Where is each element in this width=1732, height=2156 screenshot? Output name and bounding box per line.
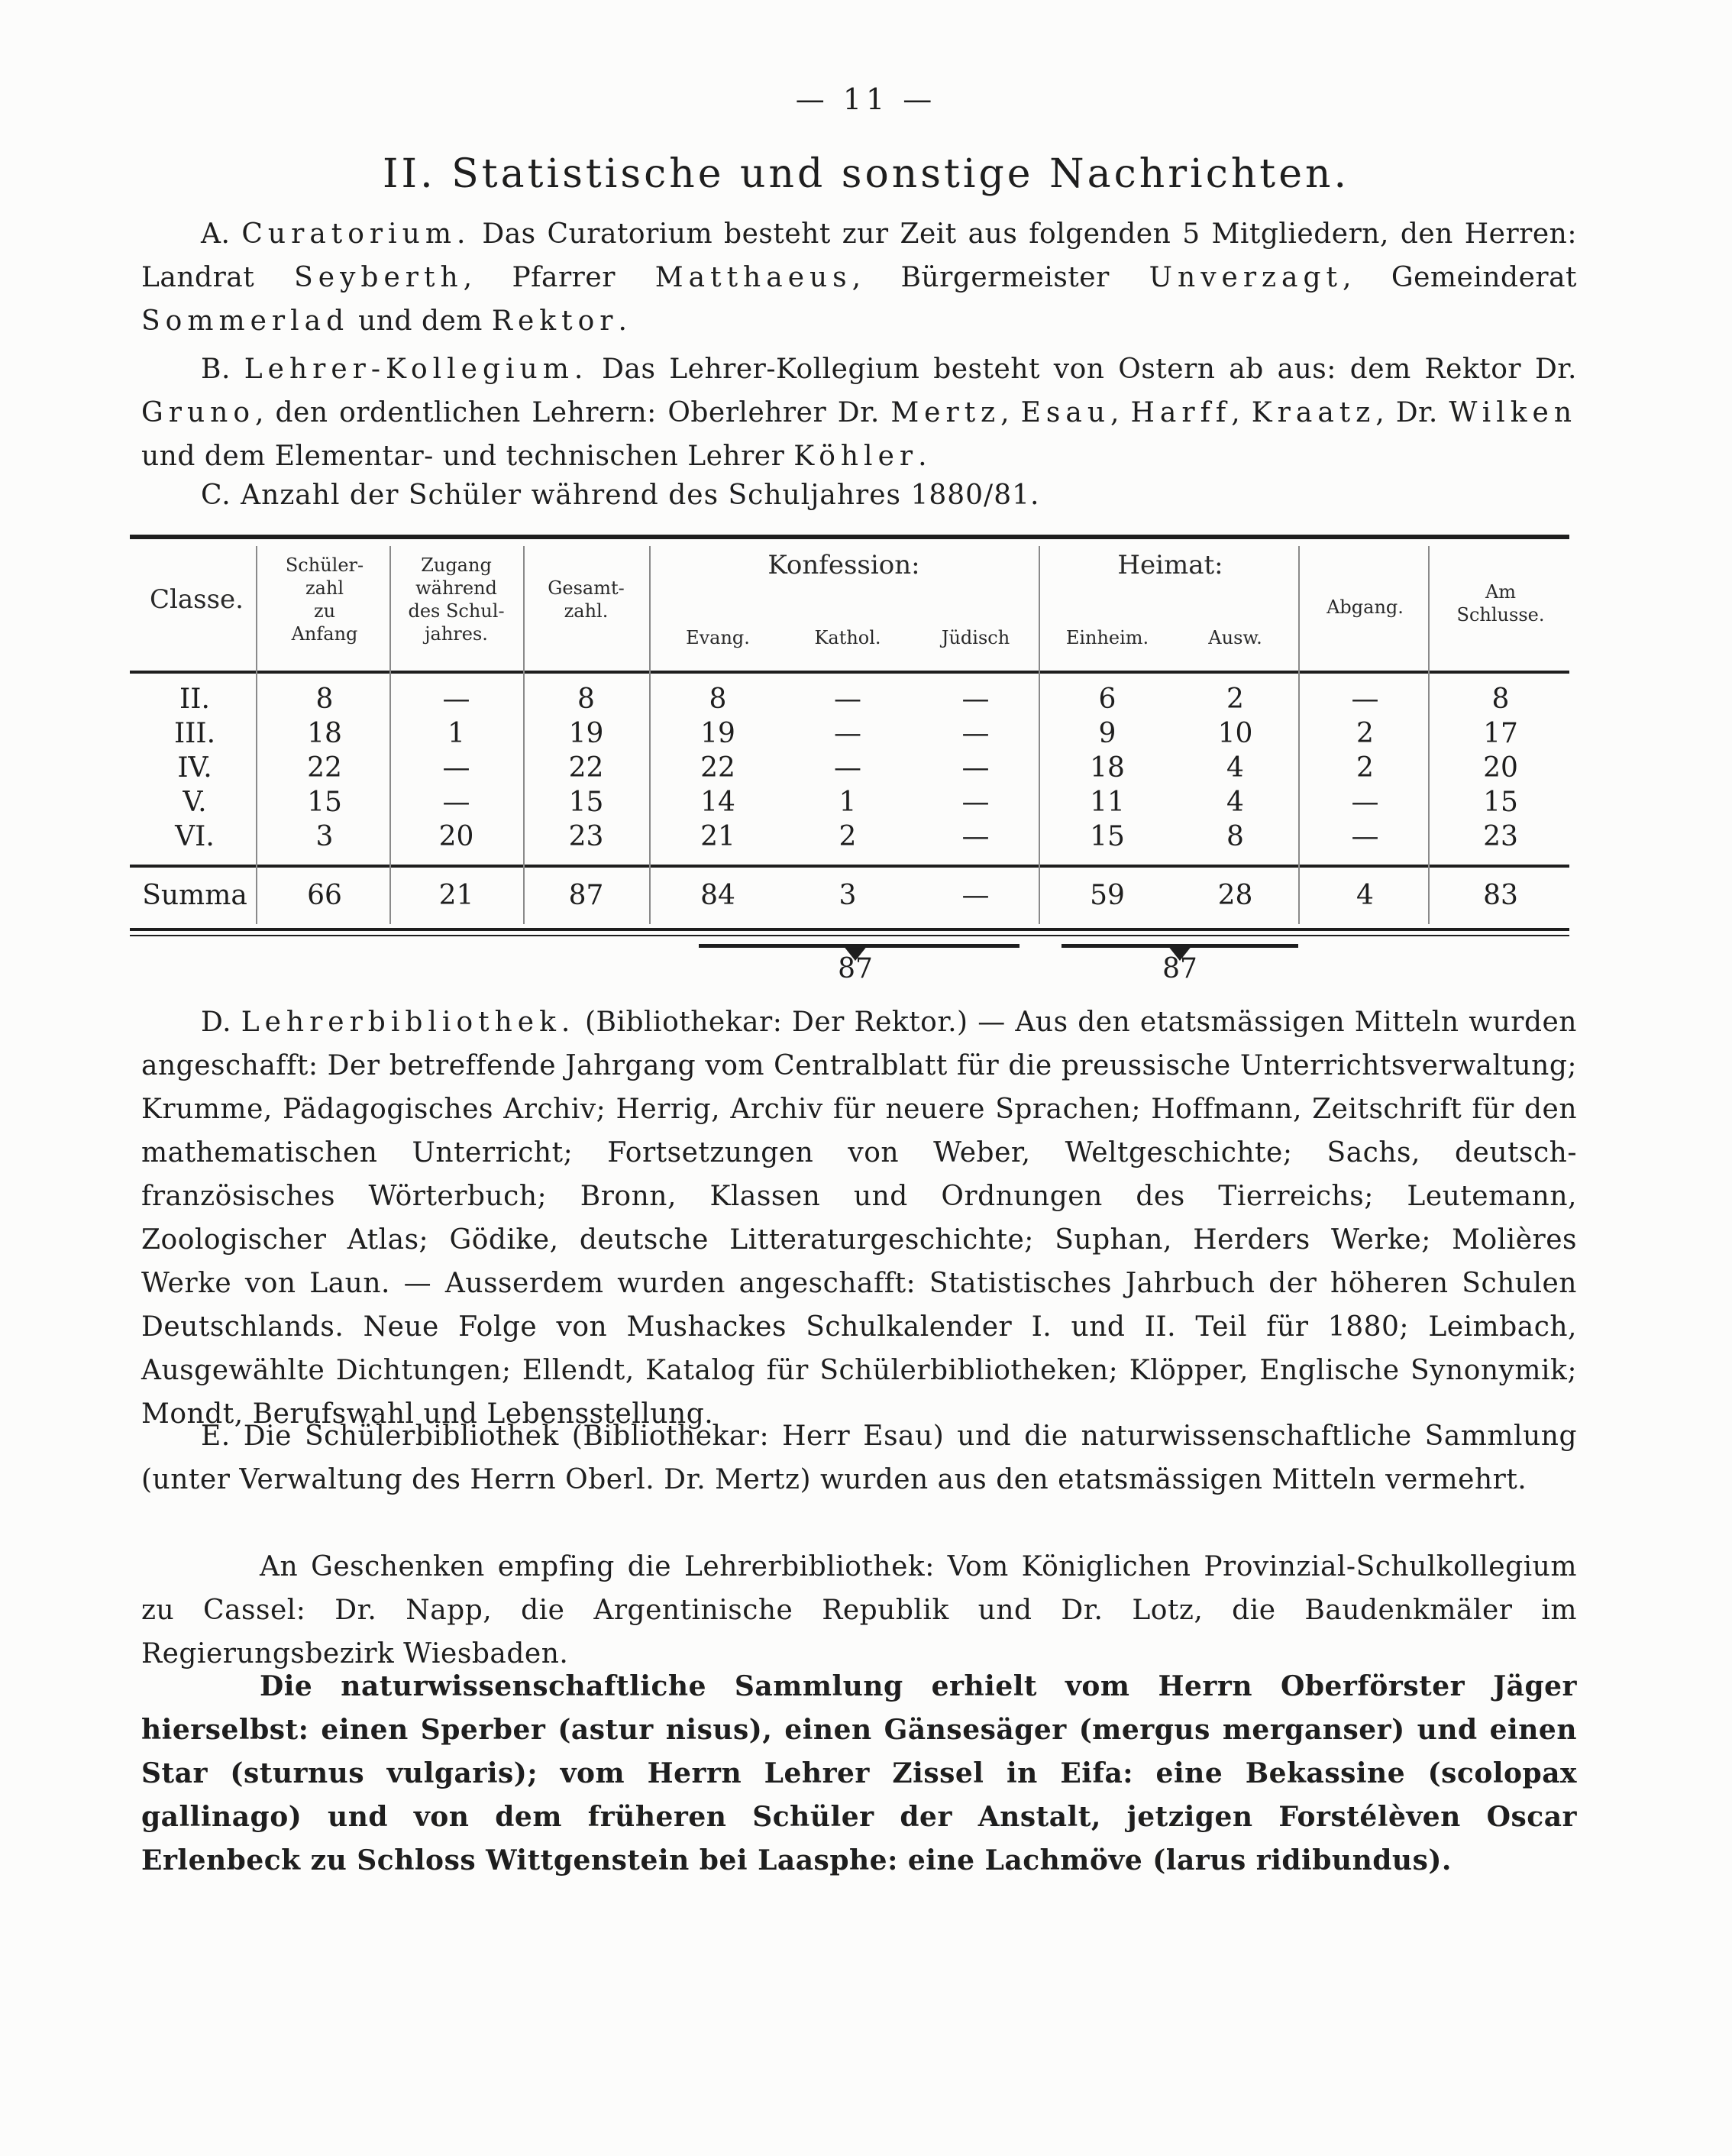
column-divider xyxy=(523,546,525,924)
page-number: — 11 — xyxy=(795,82,937,116)
table-sum-rule xyxy=(130,865,1569,868)
cell-gesamt: 19 xyxy=(568,718,604,749)
section-a-text: , Gemeinderat xyxy=(1343,262,1578,293)
summa-classe: Summa xyxy=(142,880,247,911)
summa-evang: 84 xyxy=(700,880,735,911)
section-b xyxy=(141,347,1577,478)
section-b-text: , xyxy=(1000,397,1021,428)
section-b-label: B. xyxy=(201,354,231,385)
header-line: Schlusse. xyxy=(1456,604,1545,625)
section-a-text: und dem xyxy=(349,305,492,337)
section-e-label: E. xyxy=(201,1421,231,1452)
cell-juedisch: — xyxy=(961,821,990,852)
cell-einheim: 9 xyxy=(1098,718,1116,749)
header-kathol: Kathol. xyxy=(814,627,881,648)
cell-ausw: 2 xyxy=(1226,684,1244,715)
cell-am-schlusse: 8 xyxy=(1491,684,1510,715)
cell-gesamt: 23 xyxy=(568,821,604,852)
table-top-rule xyxy=(130,535,1569,539)
cell-am-schlusse: 23 xyxy=(1483,821,1518,852)
section-a-text: , Pfarrer xyxy=(463,262,655,293)
summa-ausw: 28 xyxy=(1217,880,1253,911)
header-line: des Schul- xyxy=(408,600,505,622)
cell-abgang: 2 xyxy=(1356,718,1374,749)
cell-schuelerzahl: 3 xyxy=(315,821,334,852)
section-a xyxy=(141,212,1577,343)
column-divider xyxy=(389,546,391,924)
header-line: Zugang xyxy=(421,554,492,576)
cell-evang: 19 xyxy=(700,718,735,749)
header-zugang xyxy=(393,554,519,645)
cell-einheim: 6 xyxy=(1098,684,1116,715)
cell-juedisch: — xyxy=(961,787,990,818)
header-evang: Evang. xyxy=(686,627,750,648)
cell-evang: 8 xyxy=(709,684,727,715)
header-gesamt xyxy=(527,577,645,622)
header-schuelerzahl xyxy=(263,554,386,645)
cell-ausw: 4 xyxy=(1226,787,1244,818)
summa-zugang: 21 xyxy=(438,880,474,911)
name-matthaeus: Matthaeus xyxy=(654,262,852,293)
cell-ausw: 10 xyxy=(1217,718,1253,749)
column-divider xyxy=(649,546,651,924)
header-line: zahl xyxy=(305,577,344,599)
cell-kathol: 2 xyxy=(839,821,857,852)
cell-evang: 21 xyxy=(700,821,735,852)
cell-juedisch: — xyxy=(961,718,990,749)
section-b-text: , xyxy=(1110,397,1131,428)
section-a-text: , Bürgermeister xyxy=(851,262,1149,293)
section-b-keyword: Lehrer-Kollegium. xyxy=(244,354,589,385)
column-divider xyxy=(256,546,257,924)
table-caption: C. Anzahl der Schüler während des Schuljahres 1880/81. xyxy=(201,480,1040,511)
cell-kathol: 1 xyxy=(839,787,857,818)
cell-schuelerzahl: 22 xyxy=(307,752,342,784)
section-heading: II. Statistische und sonstige Nachrichten. xyxy=(383,151,1349,197)
section-a-text: . xyxy=(618,305,628,337)
cell-juedisch: — xyxy=(961,752,990,784)
cell-zugang: — xyxy=(442,787,470,818)
header-line: Schüler- xyxy=(285,554,364,576)
name-esau: Esau xyxy=(1020,397,1111,428)
cell-ausw: 8 xyxy=(1226,821,1244,852)
sammlung-paragraph xyxy=(141,1665,1577,1883)
brace-total-heimat: 87 xyxy=(1162,953,1197,984)
section-e-text: Die Schülerbibliothek (Bibliothekar: Herr Esau) und die naturwissenschaftliche Sammlung (unter Verwaltung des Herrn Oberl. Dr. Mertz) wurden aus den etatsmässigen Mitteln vermehrt. xyxy=(141,1421,1577,1495)
cell-evang: 22 xyxy=(700,752,735,784)
header-line: jahres. xyxy=(425,623,488,645)
cell-abgang: — xyxy=(1351,821,1379,852)
cell-am-schlusse: 17 xyxy=(1483,718,1518,749)
header-abgang: Abgang. xyxy=(1326,596,1404,618)
summa-einheim: 59 xyxy=(1090,880,1125,911)
geschenke-text: An Geschenken empfing die Lehrerbibliothek: Vom Königlichen Provinzial-Schulkollegium zu Cassel: Dr. Napp, die Argentinische Republik und Dr. Lotz, die Baudenkmäler im Regierungsbezirk Wiesbaden. xyxy=(141,1551,1577,1670)
cell-classe: IV. xyxy=(177,752,212,784)
section-b-text: , Dr. xyxy=(1375,397,1449,428)
name-wilken: Wilken xyxy=(1449,397,1578,428)
summa-gesamt: 87 xyxy=(568,880,604,911)
header-am-schlusse xyxy=(1432,580,1569,626)
cell-zugang: — xyxy=(442,752,470,784)
section-e xyxy=(141,1414,1577,1501)
cell-abgang: 2 xyxy=(1356,752,1374,784)
cell-gesamt: 22 xyxy=(568,752,604,784)
header-classe: Classe. xyxy=(150,584,244,615)
name-mertz: Mertz xyxy=(890,397,1001,428)
cell-schuelerzahl: 15 xyxy=(307,787,342,818)
summa-juedisch: — xyxy=(961,880,990,911)
summa-am-schlusse: 83 xyxy=(1483,880,1518,911)
name-gruno: Gruno xyxy=(141,397,256,428)
name-rektor: Rektor xyxy=(491,305,619,337)
header-line: zu xyxy=(313,600,336,622)
cell-zugang: — xyxy=(442,684,470,715)
cell-am-schlusse: 20 xyxy=(1483,752,1518,784)
section-d-keyword: Lehrerbibliothek. xyxy=(241,1007,576,1038)
name-seyberth: Seyberth xyxy=(294,262,464,293)
section-a-text: Das Curatorium besteht zur Zeit aus folgenden 5 Mitgliedern, den Herren: Landrat xyxy=(141,218,1577,293)
cell-abgang: — xyxy=(1351,684,1379,715)
geschenke-paragraph xyxy=(141,1545,1577,1676)
section-b-text: , den ordentlichen Lehrern: Oberlehrer Dr. xyxy=(255,397,891,428)
cell-schuelerzahl: 8 xyxy=(315,684,334,715)
name-koehler: Köhler xyxy=(793,441,919,472)
cell-einheim: 11 xyxy=(1090,787,1125,818)
sammlung-text: Die naturwissenschaftliche Sammlung erhielt vom Herrn Oberförster Jäger hierselbst: einen Sperber (astur nisus), einen Gänsesäger (mergus merganser) und einen Star (sturnus vulgaris); vom Herrn Lehrer Zissel in Eifa: eine Bekassine (scolopax gallinago) und von dem früheren Schüler der Anstalt, jetzigen Forstélèven Oscar Erlenbeck zu Schloss Wittgenstein bei Laasphe: eine Lachmöve (larus ridibundus). xyxy=(141,1670,1577,1876)
header-ausw: Ausw. xyxy=(1208,627,1262,648)
section-d-label: D. xyxy=(201,1007,232,1038)
cell-zugang: 1 xyxy=(448,718,465,749)
cell-einheim: 15 xyxy=(1090,821,1125,852)
section-a-label: A. xyxy=(201,218,231,250)
cell-zugang: 20 xyxy=(438,821,474,852)
cell-kathol: — xyxy=(834,718,861,749)
section-d-text: (Bibliothekar: Der Rektor.) — Aus den etatsmässigen Mitteln wurden angeschafft: Der betreffende Jahrgang vom Centralblatt für die preussische Unterrichtsverwaltung; Krumme, Pädagogisches Archiv; Herrig, Archiv für neuere Sprachen; Hoffmann, Zeitschrift für den mathematischen Unterricht; Fortsetzungen von Weber, Weltgeschichte; Sachs, deutsch-französisches Wörterbuch; Bronn, Klassen und Ordnungen des Tierreichs; Leutemann, Zoologischer Atlas; Gödike, deutsche Litteraturgeschichte; Suphan, Herders Werke; Molières Werke von Laun. — Ausserdem wurden angeschafft: Statistisches Jahrbuch der höheren Schulen Deutschlands. Neue Folge von Mushackes Schulkalender I. und II. Teil für 1880; Leimbach, Ausgewählte Dichtungen; Ellendt, Katalog für Schülerbibliotheken; Klöpper, Englische Synonymik; Mondt, Berufswahl und Lebensstellung. xyxy=(141,1007,1577,1430)
cell-juedisch: — xyxy=(961,684,990,715)
cell-kathol: — xyxy=(834,752,861,784)
header-line: zahl. xyxy=(564,600,609,622)
section-b-text: , xyxy=(1231,397,1252,428)
cell-ausw: 4 xyxy=(1226,752,1244,784)
name-unverzagt: Unverzagt xyxy=(1149,262,1343,293)
section-d xyxy=(141,1000,1577,1436)
table-bottom-rule-2 xyxy=(130,935,1569,936)
table-bottom-rule xyxy=(130,928,1569,931)
section-b-text: und dem Elementar- und technischen Lehrer xyxy=(141,441,794,472)
header-konfession: Konfession: xyxy=(767,550,920,580)
cell-abgang: — xyxy=(1351,787,1379,818)
section-b-text: Das Lehrer-Kollegium besteht von Ostern ab aus: dem Rektor Dr. xyxy=(602,354,1577,385)
cell-am-schlusse: 15 xyxy=(1483,787,1518,818)
cell-classe: II. xyxy=(179,684,210,715)
cell-kathol: — xyxy=(834,684,861,715)
header-line: Am xyxy=(1485,581,1517,603)
name-kraatz: Kraatz xyxy=(1251,397,1376,428)
column-divider xyxy=(1428,546,1430,924)
header-line: Anfang xyxy=(291,623,358,645)
name-harff: Harff xyxy=(1130,397,1232,428)
cell-gesamt: 8 xyxy=(577,684,595,715)
cell-evang: 14 xyxy=(700,787,735,818)
cell-schuelerzahl: 18 xyxy=(307,718,342,749)
section-b-text: . xyxy=(918,441,928,472)
section-a-keyword: Curatorium. xyxy=(241,218,471,250)
header-juedisch: Jüdisch xyxy=(941,627,1010,648)
header-line: während xyxy=(415,577,497,599)
table-header-rule xyxy=(130,671,1569,674)
name-sommerlad: Sommerlad xyxy=(141,305,350,337)
cell-classe: V. xyxy=(183,787,207,818)
column-divider xyxy=(1298,546,1300,924)
cell-gesamt: 15 xyxy=(568,787,604,818)
header-einheim: Einheim. xyxy=(1065,627,1149,648)
summa-abgang: 4 xyxy=(1356,880,1374,911)
cell-classe: III. xyxy=(173,718,216,749)
summa-kathol: 3 xyxy=(839,880,857,911)
summa-schuelerzahl: 66 xyxy=(307,880,342,911)
cell-classe: VI. xyxy=(175,821,215,852)
header-heimat: Heimat: xyxy=(1117,550,1223,580)
brace-total-konfession: 87 xyxy=(838,953,873,984)
column-divider xyxy=(1039,546,1040,924)
header-line: Gesamt- xyxy=(548,577,625,599)
cell-einheim: 18 xyxy=(1090,752,1125,784)
